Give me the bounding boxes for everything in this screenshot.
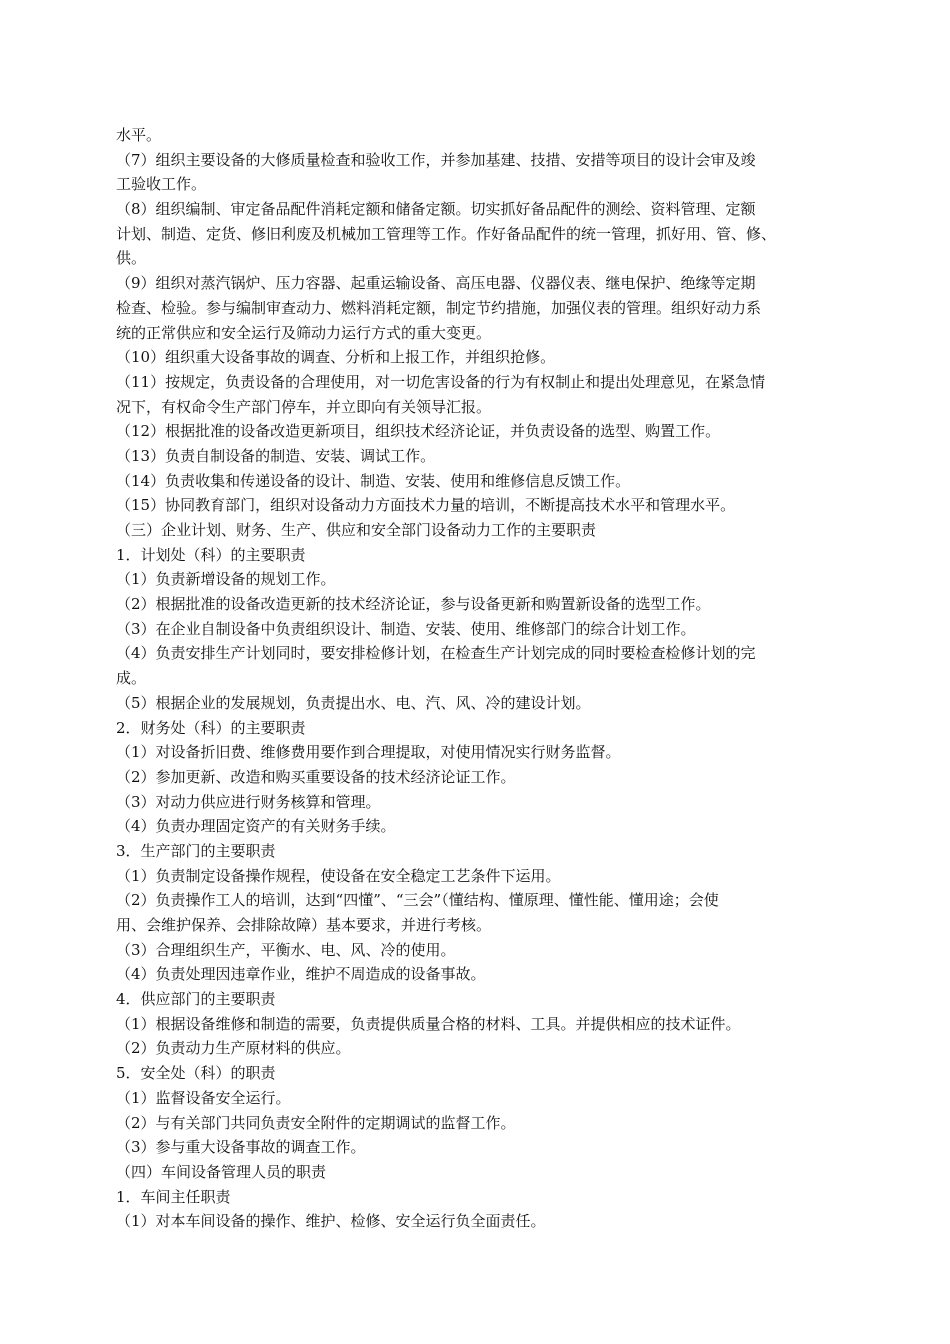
text-line: 1．车间主任职责 bbox=[116, 1187, 231, 1206]
text-line: （4）负责安排生产计划同时，要安排检修计划，在检查生产计划完成的同时要检查检修计划的完 bbox=[116, 644, 756, 663]
text-line: （1）负责新增设备的规划工作。 bbox=[116, 570, 336, 589]
text-line: （10）组织重大设备事故的调查、分析和上报工作，并组织抢修。 bbox=[116, 348, 556, 367]
text-line: 统的正常供应和安全运行及筛动力运行方式的重大变更。 bbox=[116, 323, 492, 342]
text-line: （2）参加更新、改造和购买重要设备的技术经济论证工作。 bbox=[116, 767, 516, 786]
document-body bbox=[116, 123, 854, 1234]
text-line: （四）车间设备管理人员的职责 bbox=[116, 1162, 327, 1181]
text-line: （2）负责动力生产原材料的供应。 bbox=[116, 1039, 351, 1058]
text-line: （13）负责自制设备的制造、安装、调试工作。 bbox=[116, 446, 436, 465]
text-line: 供。 bbox=[116, 249, 147, 268]
text-line: （1）对设备折旧费、维修费用要作到合理提取，对使用情况实行财务监督。 bbox=[116, 743, 621, 762]
text-line: （12）根据批准的设备改造更新项目，组织技术经济论证，并负责设备的选型、购置工作。 bbox=[116, 422, 721, 441]
text-line: （3）对动力供应进行财务核算和管理。 bbox=[116, 792, 381, 811]
text-line: 水平。 bbox=[116, 126, 162, 144]
text-line: （3）参与重大设备事故的调查工作。 bbox=[116, 1138, 366, 1157]
text-line: （14）负责收集和传递设备的设计、制造、安装、使用和维修信息反馈工作。 bbox=[116, 471, 631, 490]
text-line: （2）负责操作工人的培训，达到“四懂”、“三会”（懂结构、懂原理、懂性能、懂用途；会使 bbox=[116, 891, 719, 910]
text-line: （3）合理组织生产，平衡水、电、风、冷的使用。 bbox=[116, 940, 456, 959]
text-line: （1）监督设备安全运行。 bbox=[116, 1088, 291, 1107]
text-line: （5）根据企业的发展规划，负责提出水、电、汽、风、冷的建设计划。 bbox=[116, 693, 591, 712]
text-line: （8）组织编制、审定备品配件消耗定额和储备定额。切实抓好备品配件的测绘、资料管理、定额 bbox=[116, 200, 756, 219]
text-line: （三）企业计划、财务、生产、供应和安全部门设备动力工作的主要职责 bbox=[116, 521, 597, 539]
text-line: （1）负责制定设备操作规程，使设备在安全稳定工艺条件下运用。 bbox=[116, 866, 561, 885]
text-line: 检查、检验。参与编制审查动力、燃料消耗定额，制定节约措施，加强仪表的管理。组织好动力系 bbox=[116, 298, 762, 317]
text-line: 计划、制造、定货、修旧利废及机械加工管理等工作。作好备品配件的统一管理，抓好用、管、修、 bbox=[116, 224, 777, 243]
text-line: （2）根据批准的设备改造更新的技术经济论证，参与设备更新和购置新设备的选型工作。 bbox=[116, 595, 711, 614]
text-line: 2．财务处（科）的主要职责 bbox=[116, 718, 306, 737]
text-line: 5．安全处（科）的职责 bbox=[116, 1064, 276, 1083]
text-line: （9）组织对蒸汽锅炉、压力容器、起重运输设备、高压电器、仪器仪表、继电保护、绝缘等定期 bbox=[116, 274, 756, 293]
text-line: 3．生产部门的主要职责 bbox=[116, 841, 276, 860]
text-line: 用、会维护保养、会排除故障）基本要求，并进行考核。 bbox=[116, 916, 492, 934]
text-line: 4．供应部门的主要职责 bbox=[116, 990, 276, 1009]
text-line: （11）按规定，负责设备的合理使用，对一切危害设备的行为有权制止和提出处理意见，在紧急情 bbox=[116, 372, 766, 391]
text-line: （15）协同教育部门，组织对设备动力方面技术力量的培训，不断提高技术水平和管理水平。 bbox=[116, 496, 736, 515]
text-line: 成。 bbox=[116, 669, 147, 688]
text-line: （2）与有关部门共同负责安全附件的定期调试的监督工作。 bbox=[116, 1113, 516, 1132]
text-line: （1）对本车间设备的操作、维护、检修、安全运行负全面责任。 bbox=[116, 1212, 546, 1231]
text-line: 况下，有权命令生产部门停车，并立即向有关领导汇报。 bbox=[116, 397, 492, 416]
text-line: 1．计划处（科）的主要职责 bbox=[116, 545, 306, 564]
text-line: 工验收工作。 bbox=[116, 175, 207, 194]
text-line: （1）根据设备维修和制造的需要，负责提供质量合格的材料、工具。并提供相应的技术证件。 bbox=[116, 1014, 741, 1033]
text-line: （4）负责办理固定资产的有关财务手续。 bbox=[116, 817, 396, 836]
text-line: （4）负责处理因违章作业，维护不周造成的设备事故。 bbox=[116, 965, 486, 984]
text-line: （3）在企业自制设备中负责组织设计、制造、安装、使用、维修部门的综合计划工作。 bbox=[116, 619, 696, 638]
text-line: （7）组织主要设备的大修质量检查和验收工作，并参加基建、技措、安措等项目的设计会审及竣 bbox=[116, 150, 756, 169]
